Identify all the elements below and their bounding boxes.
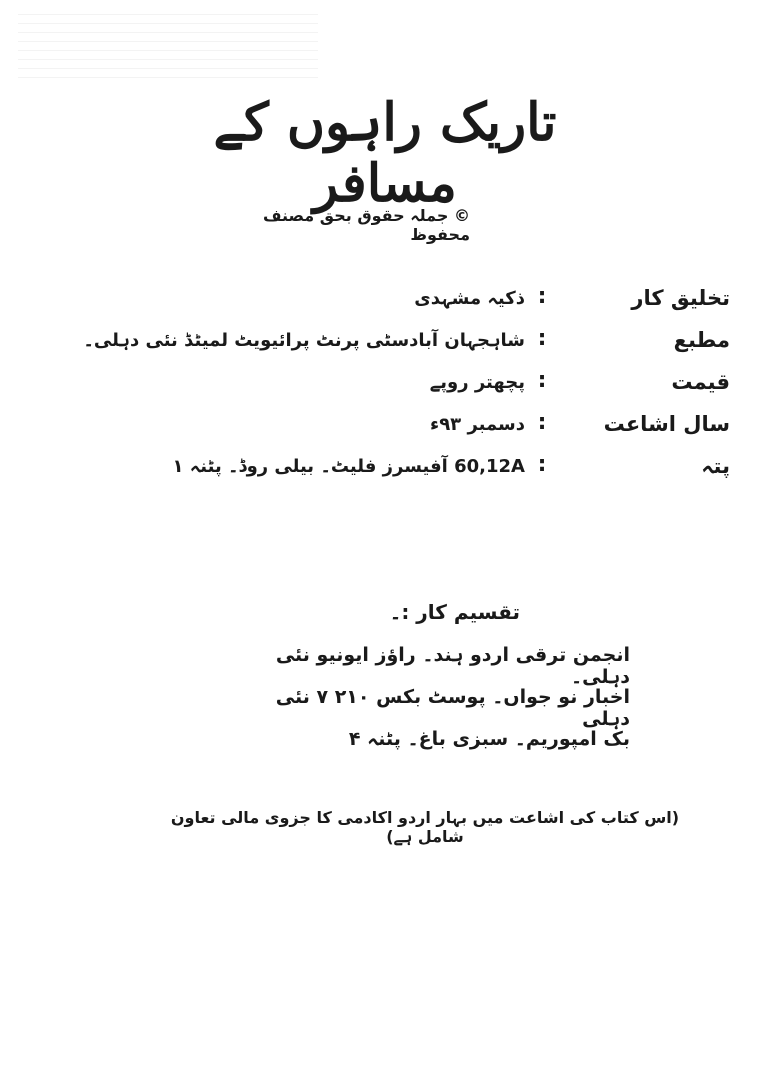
detail-value: شاہجہان آبادسٹی پرنٹ پرائیویٹ لمیٹڈ نئی دہلی۔	[83, 330, 525, 351]
distribution-heading: تقسیم کار :۔	[389, 600, 520, 624]
detail-label: سال اشاعت	[603, 412, 730, 436]
funding-note: (اس کتاب کی اشاعت میں بہار اردو اکادمی کا جزوی مالی تعاون شامل ہے)	[170, 808, 680, 846]
distributor-line: انجمن ترقی اردو ہند۔ راؤز ایونیو نئی دہلی۔	[275, 644, 630, 688]
detail-value: دسمبر ۹۳ء	[429, 414, 525, 435]
detail-label: تخلیق کار	[631, 286, 730, 310]
distributor-line: اخبار نو جواں۔ پوسٹ بکس ۲۱۰ ۷ نئی دہلی	[275, 686, 630, 730]
detail-label: قیمت	[671, 370, 730, 394]
distributor-line: بک امپوریم۔ سبزی باغ۔ پٹنہ ۴	[348, 728, 630, 750]
detail-label: پتہ	[701, 454, 730, 478]
book-title: تاریک راہوں کے مسافر	[213, 92, 557, 214]
detail-row-author	[140, 282, 730, 324]
detail-value: پچھتر روپے	[429, 372, 525, 393]
detail-colon: :	[537, 326, 547, 351]
detail-value: 60,12A آفیسرز فلیٹ۔ بیلی روڈ۔ پٹنہ ۱	[172, 456, 525, 477]
detail-row-press	[83, 324, 730, 366]
imprint-details	[83, 282, 730, 492]
detail-value: ذکیہ مشہدی	[414, 288, 525, 309]
detail-row-price	[140, 366, 730, 408]
detail-colon: :	[537, 410, 547, 435]
detail-colon: :	[537, 284, 547, 309]
detail-colon: :	[537, 452, 547, 477]
copyright-notice: © جملہ حقوق بحق مصنف محفوظ	[262, 206, 470, 244]
detail-colon: :	[537, 368, 547, 393]
detail-label: مطبع	[673, 328, 730, 352]
detail-row-address	[140, 450, 730, 492]
scan-smudge	[18, 8, 318, 78]
detail-row-year	[140, 408, 730, 450]
